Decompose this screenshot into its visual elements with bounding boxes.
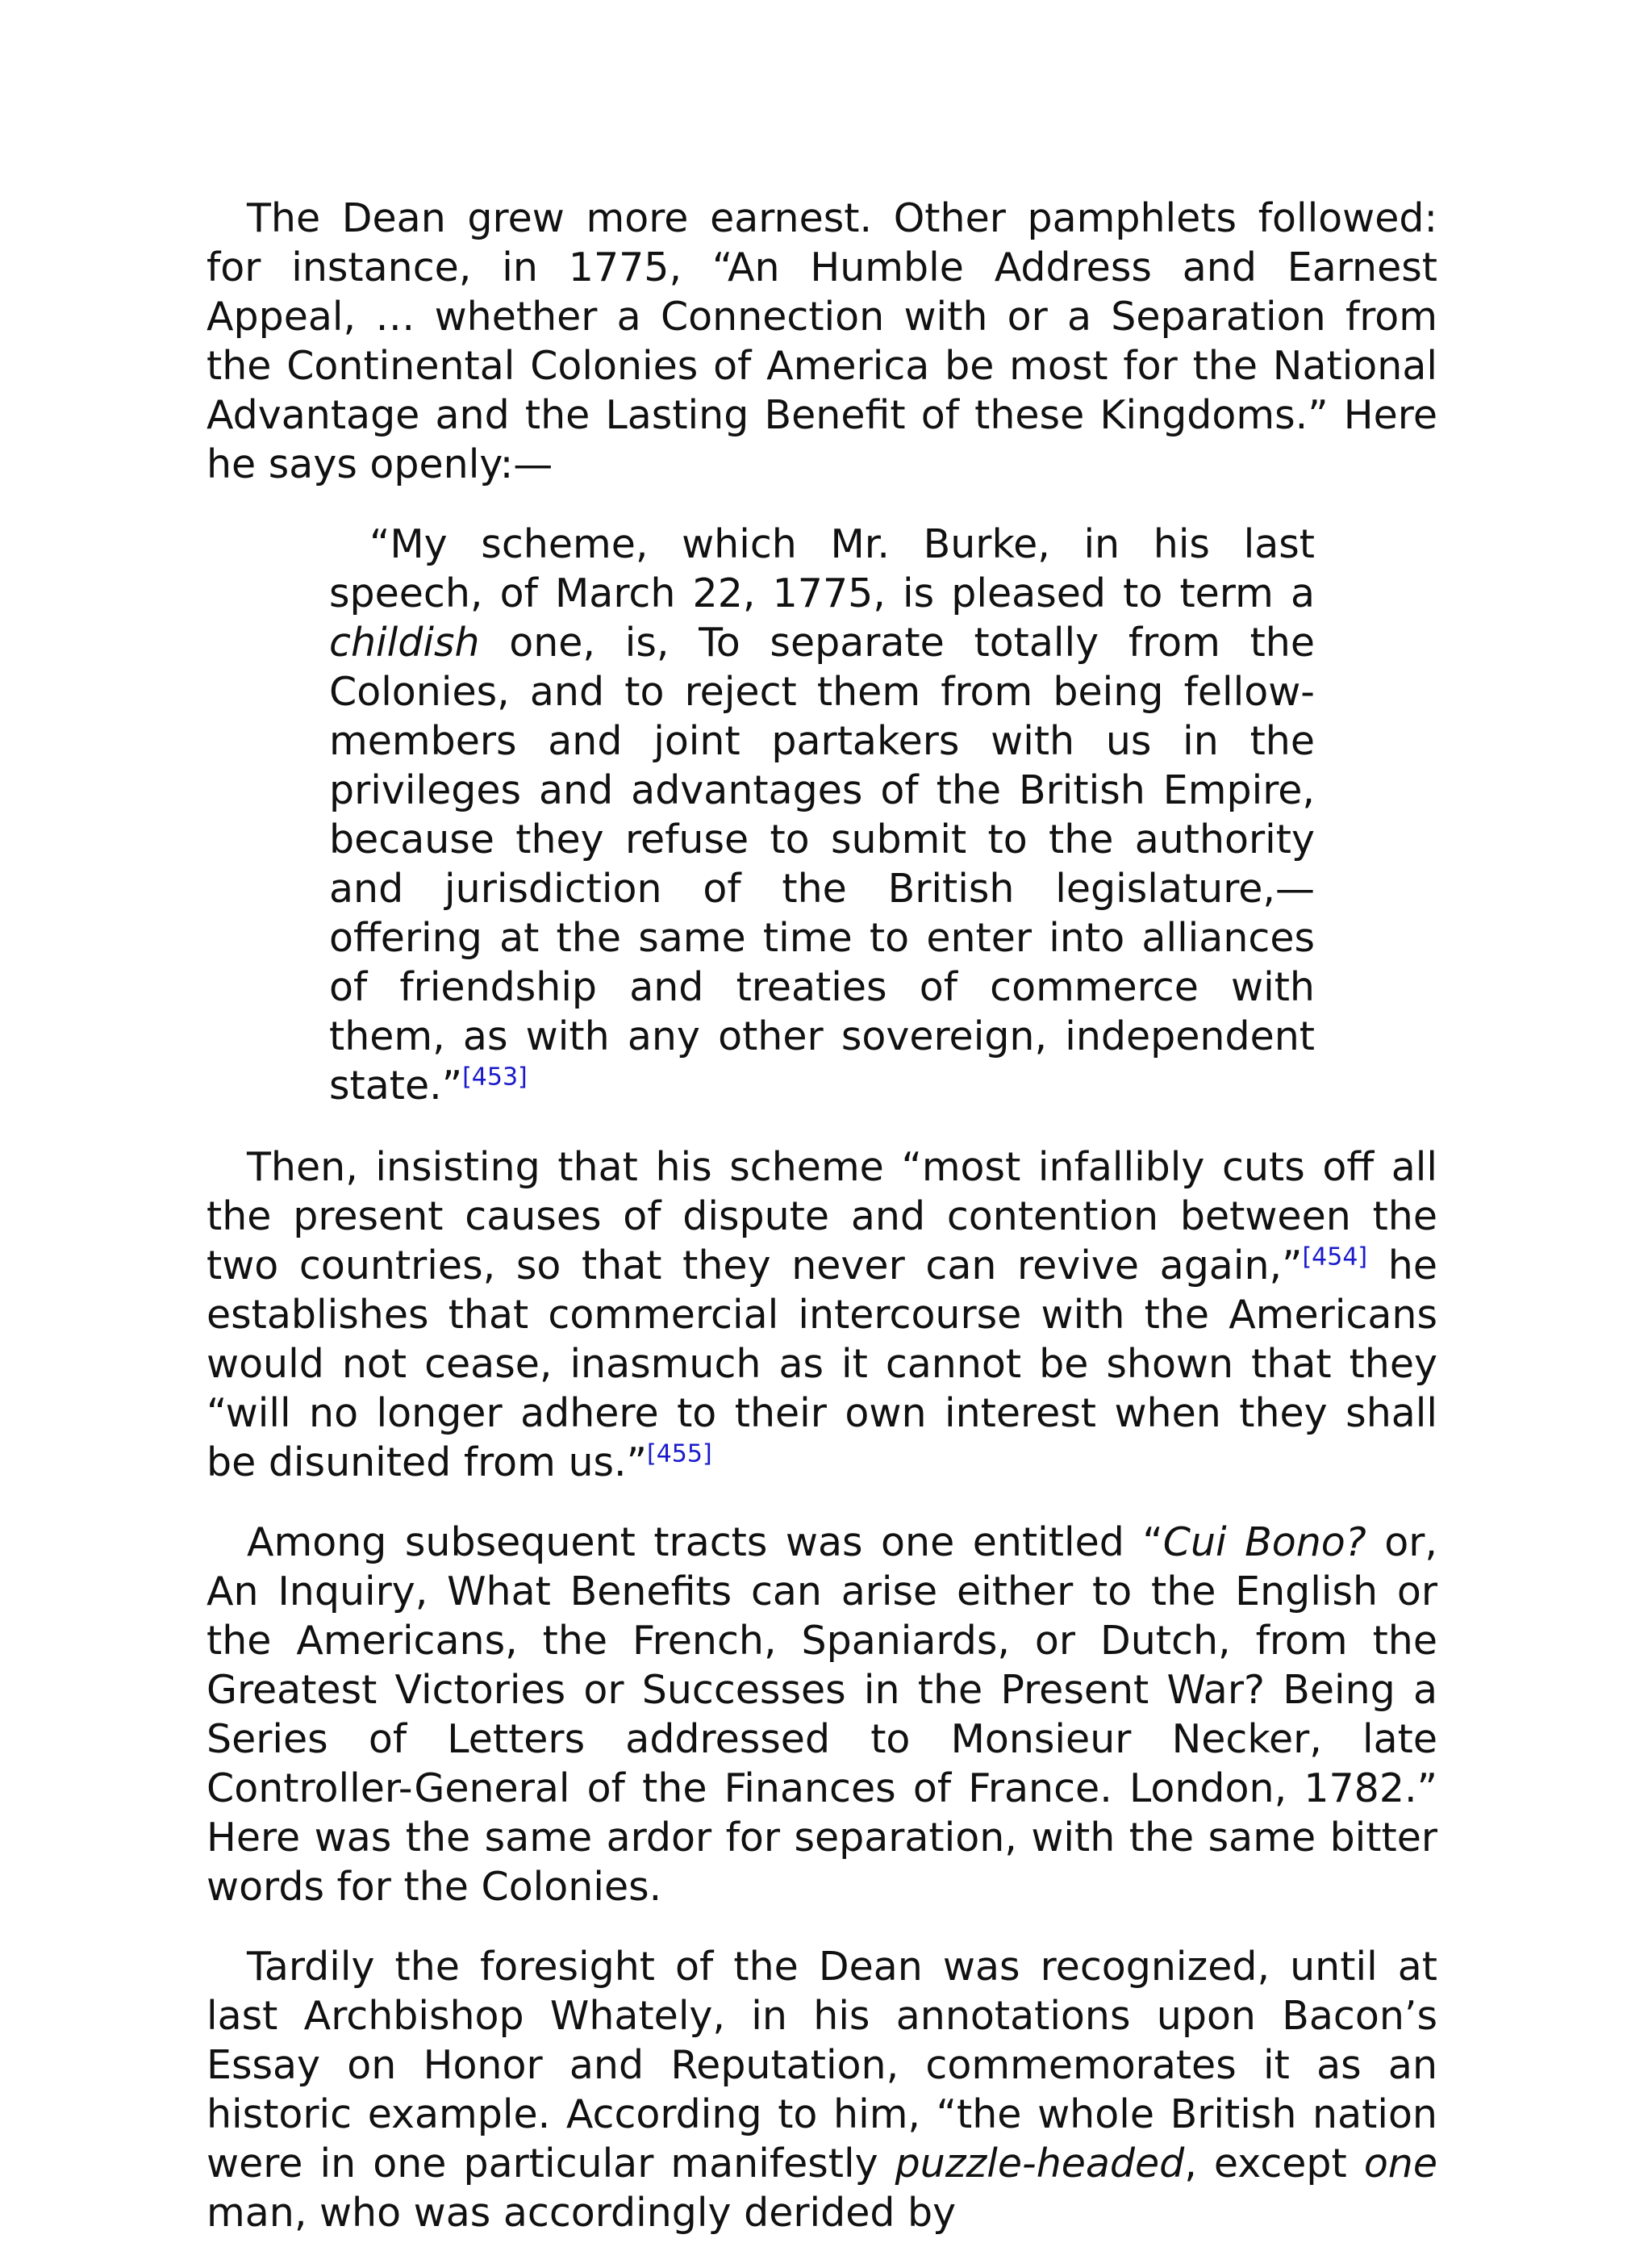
paragraph-4-text-3: man, who was accordingly derided by bbox=[206, 2190, 957, 2236]
paragraph-4-text-2: , except bbox=[1184, 2141, 1364, 2187]
footnote-link-453[interactable]: [453] bbox=[462, 1063, 528, 1092]
paragraph-3-emphasis-cui-bono: Cui Bono? bbox=[1162, 1519, 1366, 1565]
paragraph-4-emphasis-one: one bbox=[1363, 2141, 1437, 2187]
quote-text-1: “My scheme, which Mr. Burke, in his last speech, of March 22, 1775, is pleased to term a bbox=[329, 521, 1315, 616]
paragraph-2 bbox=[206, 1142, 1437, 1487]
footnote-link-455[interactable]: [455] bbox=[647, 1439, 712, 1468]
paragraph-3-text-2: or, An Inquiry, What Benefits can arise either to the English or the Americans, the French, Spaniards, or Dutch, from the Greatest Victories or Successes in the Present War? Being a Series of Letters addressed to Monsieur Necker, late Controller-General of the Finances of France. London, 1782.” Here was the same ardor for separation, with the same bitter words for the Colonies. bbox=[206, 1519, 1437, 1910]
paragraph-3-text-1: Among subsequent tracts was one entitled “ bbox=[247, 1519, 1163, 1565]
paragraph-2-text-1: Then, insisting that his scheme “most infallibly cuts off all the present causes of dispute and contention between the two countries, so that they never can revive again,” bbox=[206, 1144, 1437, 1289]
paragraph-4-text-1: Tardily the foresight of the Dean was recognized, until at last Archbishop Whately, in his annotations upon Bacon’s Essay on Honor and Reputation, commemorates it as an historic example. According to him, “the whole British nation were in one particular manifestly bbox=[206, 1944, 1437, 2187]
paragraph-3 bbox=[206, 1518, 1437, 1911]
paragraph-1-text: The Dean grew more earnest. Other pamphlets followed: for instance, in 1775, “An Humble Address and Earnest Appeal, … whether a Connection with or a Separation from the Continental Colonies of America be most for the National Advantage and the Lasting Benefit of these Kingdoms.” Here he says openly:— bbox=[206, 195, 1437, 487]
block-quote bbox=[329, 520, 1315, 1110]
document-page bbox=[206, 194, 1437, 2268]
quote-emphasis-childish: childish bbox=[329, 620, 480, 666]
paragraph-4 bbox=[206, 1942, 1437, 2237]
quote-text-2: one, is, To separate totally from the Colonies, and to reject them from being fellow-members and joint partakers with us in the privileges and advantages of the British Empire, because they refuse to submit to the authority and jurisdiction of the British legislature,—offering at the same time to enter into alliances of friendship and treaties of commerce with them, as with any other sovereign, independent state.” bbox=[329, 620, 1315, 1109]
paragraph-2-text-2: he establishes that commercial intercourse with the Americans would not cease, inasmuch as it cannot be shown that they “will no longer adhere to their own interest when they shall be disunited from us.” bbox=[206, 1243, 1437, 1485]
footnote-link-454[interactable]: [454] bbox=[1302, 1243, 1368, 1272]
paragraph-1 bbox=[206, 194, 1437, 489]
paragraph-4-emphasis-puzzle-headed: puzzle-headed bbox=[895, 2141, 1185, 2187]
